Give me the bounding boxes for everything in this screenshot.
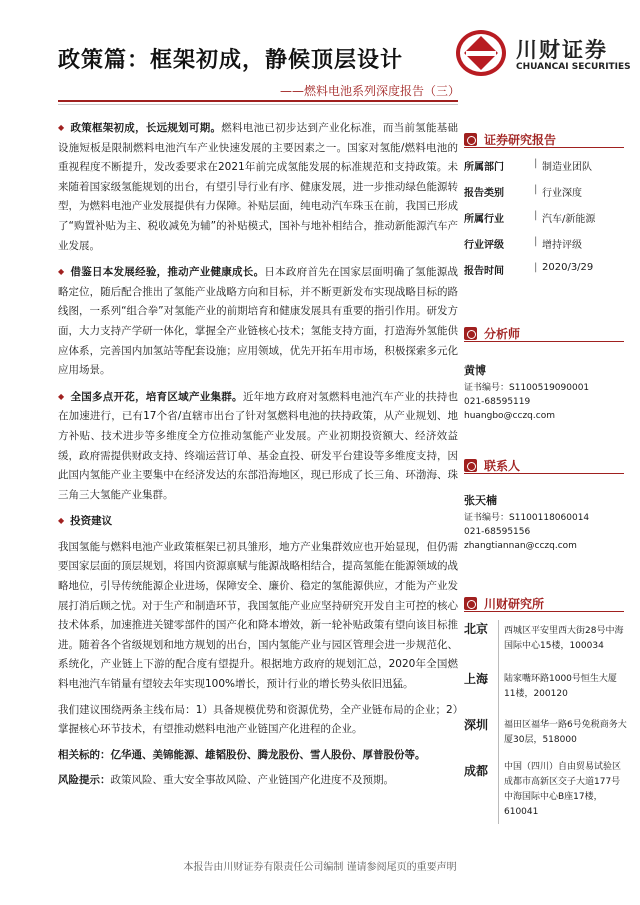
paragraph-lead: 借鉴日本发展经验，推动产业健康成长。 [70,266,265,279]
paragraph-lead: 全国多点开花，培育区域产业集群。 [70,390,243,403]
info-row [464,158,624,174]
info-label: 报告类别 [464,188,504,199]
investment-heading [58,511,458,532]
report-info-table [464,158,624,288]
info-row [464,262,624,278]
paragraph-lead: 政策框架初成，长远规划可期。 [70,122,222,134]
info-separator: | [534,158,538,169]
info-value: 行业深度 [542,188,582,199]
logo-name-en: CHUANCAI SECURITIES [516,62,631,72]
bullet-icon: ◆ [58,391,65,401]
info-separator: | [534,210,538,221]
page-footer: 本报告由川财证券有限责任公司编制 谨请参阅尾页的重要声明 [183,862,457,873]
office-address: 中国（四川）自由贸易试验区成都市高新区交子大道177号中海国际中心B座17楼，610041 [504,762,622,817]
info-row [464,236,624,252]
report-icon [464,133,477,146]
contact-cert: 证书编号：S1100118060014 [464,513,590,523]
contact-icon [464,459,477,472]
brand-logo [456,30,631,80]
contact-phone: 021-68595156 [464,527,531,537]
logo-name-cn: 川财证券 [516,38,608,62]
office-city: 深圳 [464,718,489,732]
bullet-icon: ◆ [58,267,65,277]
info-label: 所属部门 [464,162,504,173]
info-separator: | [534,236,538,247]
analyst-cert: 证书编号：S1100519090001 [464,383,590,393]
logo-mark-icon [456,30,506,76]
paragraph-policy [58,118,458,256]
paragraph-japan [58,262,458,381]
paragraph-strategy: 我们建议围绕两条主线布局：1）具备规模优势和资源优势，全产业链布局的企业；2）掌握核心环节技术，有望推动燃料电池产业链国产化进程的企业。 [58,703,458,736]
info-separator: | [534,262,538,273]
section-title: 川财研究所 [484,597,545,611]
paragraph-text: 近年地方政府对氢燃料电池汽车产业的扶持也在加速进行，已有17个省/直辖市出台了针对氢燃料电池的扶持政策，从产业规划、地方补贴、技术进步等多维度全方位推动氢能产业发展。产业初期投资额大、经济效益缓，政府需提供财政支持、终端运营订单、基金直投、研发平台建设等多维度支持，因此国内氢能产业主要集中在经济发达的东部沿海地区，现已形成了长三角、环渤海、珠三角三大氢能产业集群。 [58,390,459,501]
section-title: 分析师 [484,327,521,341]
section-contact [464,458,624,474]
info-separator: | [534,184,538,195]
info-row [464,184,624,200]
contact-email[interactable]: zhangtiannan@cczq.com [464,541,577,551]
bullet-icon: ◆ [58,516,65,526]
building-icon [464,597,477,610]
office-list [464,620,627,824]
info-label: 行业评级 [464,240,504,251]
analyst-icon [464,327,477,340]
related-stocks [58,746,458,766]
risk-warning-label: 风险提示： [58,774,111,787]
contact-card [464,492,624,553]
report-title: 政策篇：框架初成，静候顶层设计 [58,47,404,73]
office-address: 陆家嘴环路1000号恒生大厦11楼，200120 [504,674,617,699]
office-divider [498,620,499,824]
office-address: 西城区平安里西大街28号中海国际中心15楼，100034 [504,626,624,651]
office-city: 成都 [464,764,489,778]
investment-heading-text: 投资建议 [70,515,113,528]
office-address: 福田区福华一路6号免税商务大厦30层，518000 [504,720,627,745]
section-title: 联系人 [484,459,521,473]
risk-warning-text: 政策风险、重大安全事故风险、产业链国产化进度不及预期。 [110,774,394,787]
paragraph-regional [58,387,458,506]
header-rule [58,100,458,102]
info-value: 增持评级 [542,240,582,251]
header-rule-thin [58,104,458,105]
analyst-email[interactable]: huangbo@cczq.com [464,411,555,421]
section-analyst [464,326,624,342]
info-value: 制造业团队 [542,162,592,173]
contact-name: 张天楠 [464,494,497,507]
office-city: 上海 [464,672,489,686]
related-stocks-list: 亿华通、美锦能源、雄韬股份、腾龙股份、雪人股份、厚普股份等。 [110,748,426,761]
report-body [58,118,458,797]
section-institute [464,596,624,612]
analyst-card [464,362,624,423]
bullet-icon: ◆ [58,123,65,132]
paragraph-investment: 我国氢能与燃料电池产业政策框架已初具雏形，地方产业集群效应也开始显现，但仍需要国家层面的顶层规划，将国内资源禀赋与能源战略相结合，提高氢能在能源领域的战略地位，引导传统能源企业进场，保障安全、廉价、稳定的氢能源供应，才能为产业发展打消后顾之忧。对于生产和制造环节，我国氢能产业应坚持研究开发自主可控的核心技术体系，加速推进关键零部件的国产化和降本增效，新一轮补贴政策有望向该目标推进。随着各个省级规划和地方规划的出台，国内氢能产业与园区管理会进一步规范化、系统化，产业链上下游的配合度有望提升。根据地方政府的规划汇总，2020年全国燃料电池汽车销量有望较去年实现100%增长，预计行业的增长势头依旧迅猛。 [58,540,458,691]
paragraph-text: 日本政府首先在国家层面明确了氢能源战略定位，随后配合推出了氢能产业战略方向和目标，并不断更新发布实现战略目标的路线图，一系列“组合拳”对氢能产业的前期培育和健康发展具有重要的指引作用。研发方面，大力支持产学研一体化，掌握全产业链核心技术；氢能支持方面，打造海外氢能供应体系，完善国内加氢站等配套设施；应用领域，优先开拓车用市场，积极探索多元化应用场景。 [58,266,459,377]
paragraph-text: 燃料电池已初步达到产业化标准，而当前氢能基础设施短板是限制燃料电池汽车产业快速发展的主要因素之一。国家对氢能/燃料电池的重视程度不断提升，发改委要求在2021年前完成氢能发展的标准规范和支持政策。未来随着国家级氢能规划的出台，有望引导行业有序、健康发展，进一步推动绿色能源转型，为燃料电池产业发展提供有力保障。补贴层面，纯电动汽车珠玉在前，我国已形成了“购置补贴为主、税收减免为辅”的补贴模式，国补与地补相结合，推动新能源汽车产业发展。 [58,122,459,252]
analyst-name: 黄博 [464,364,486,377]
info-label: 所属行业 [464,214,504,225]
related-stocks-label: 相关标的： [58,748,111,761]
report-subtitle: ——燃料电池系列深度报告（三） [279,84,460,98]
info-value: 汽车/新能源 [542,214,596,225]
analyst-phone: 021-68595119 [464,397,531,407]
office-city: 北京 [464,622,489,636]
info-row [464,210,624,226]
risk-warning [58,771,458,791]
info-value: 2020/3/29 [542,262,594,273]
info-label: 报告时间 [464,266,504,277]
section-report-info [464,132,624,148]
section-title: 证券研究报告 [484,133,557,147]
